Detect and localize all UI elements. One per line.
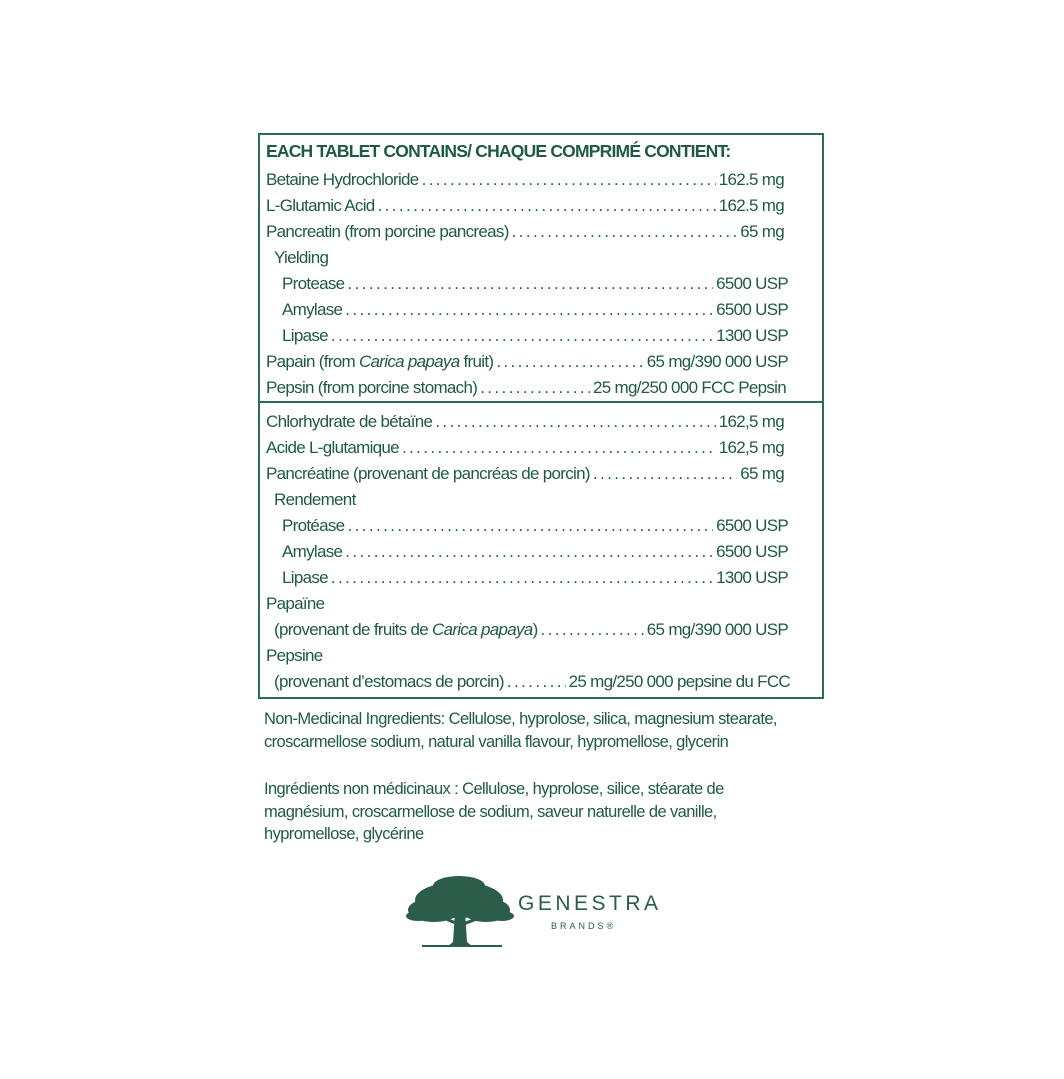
row-glutamic-fr: Acide L-glutamique ..... 162,5 mg (266, 435, 784, 461)
row-betaine-en: Betaine Hydrochloride ..... 162.5 mg (266, 167, 784, 193)
row-protease-fr: Protéase ..... 6500 USP (282, 513, 788, 539)
yielding-label-fr: Rendement (274, 490, 356, 509)
row-papain-fr: (provenant de fruits de Carica papaya) ..... 65 mg/390 000 USP (274, 617, 788, 643)
row-amylase-en: Amylase ..... 6500 USP (282, 297, 788, 323)
brand-subtitle: BRANDS® (551, 921, 617, 931)
row-amylase-fr: Amylase ..... 6500 USP (282, 539, 788, 565)
non-medicinal-french: Ingrédients non médicinaux : Cellulose, hyprolose, silice, stéarate de magnésium, croscarmellose de sodium, saveur naturelle de vanille, hypromellose, glycérine (264, 780, 724, 843)
pepsin-title-fr: Pepsine (266, 646, 323, 665)
non-medicinal-english: Non-Medicinal Ingredients: Cellulose, hyprolose, silica, magnesium stearate, croscarmellose sodium, natural vanilla flavour, hypromellose, glycerin (264, 710, 777, 751)
row-glutamic-en: L-Glutamic Acid ..... 162.5 mg (266, 193, 784, 219)
papain-title-fr: Papaïne (266, 594, 325, 613)
row-betaine-fr: Chlorhydrate de bétaïne ..... 162,5 mg (266, 409, 784, 435)
row-pancreatin-fr: Pancréatine (provenant de pancréas de porcin) ..... 65 mg (266, 461, 784, 487)
ingredients-panel (258, 133, 824, 699)
panel-heading: EACH TABLET CONTAINS/ CHAQUE COMPRIMÉ CONTIENT: (266, 141, 731, 161)
row-papain-en: Papain (from Carica papaya fruit) ..... 65 mg/390 000 USP (266, 349, 788, 375)
language-divider (260, 401, 822, 403)
yielding-label-en: Yielding (274, 248, 329, 267)
row-lipase-fr: Lipase ..... 1300 USP (282, 565, 788, 591)
row-pancreatin-en: Pancreatin (from porcine pancreas) ..... 65 mg (266, 219, 784, 245)
row-pepsin-en: Pepsin (from porcine stomach) ..... 25 mg/250 000 FCC Pepsin (266, 375, 786, 401)
row-protease-en: Protease ..... 6500 USP (282, 271, 788, 297)
row-pepsin-fr: (provenant d’estomacs de porcin) ..... 25 mg/250 000 pepsine du FCC (274, 669, 790, 695)
brand-name: GENESTRA (518, 892, 662, 915)
row-lipase-en: Lipase ..... 1300 USP (282, 323, 788, 349)
